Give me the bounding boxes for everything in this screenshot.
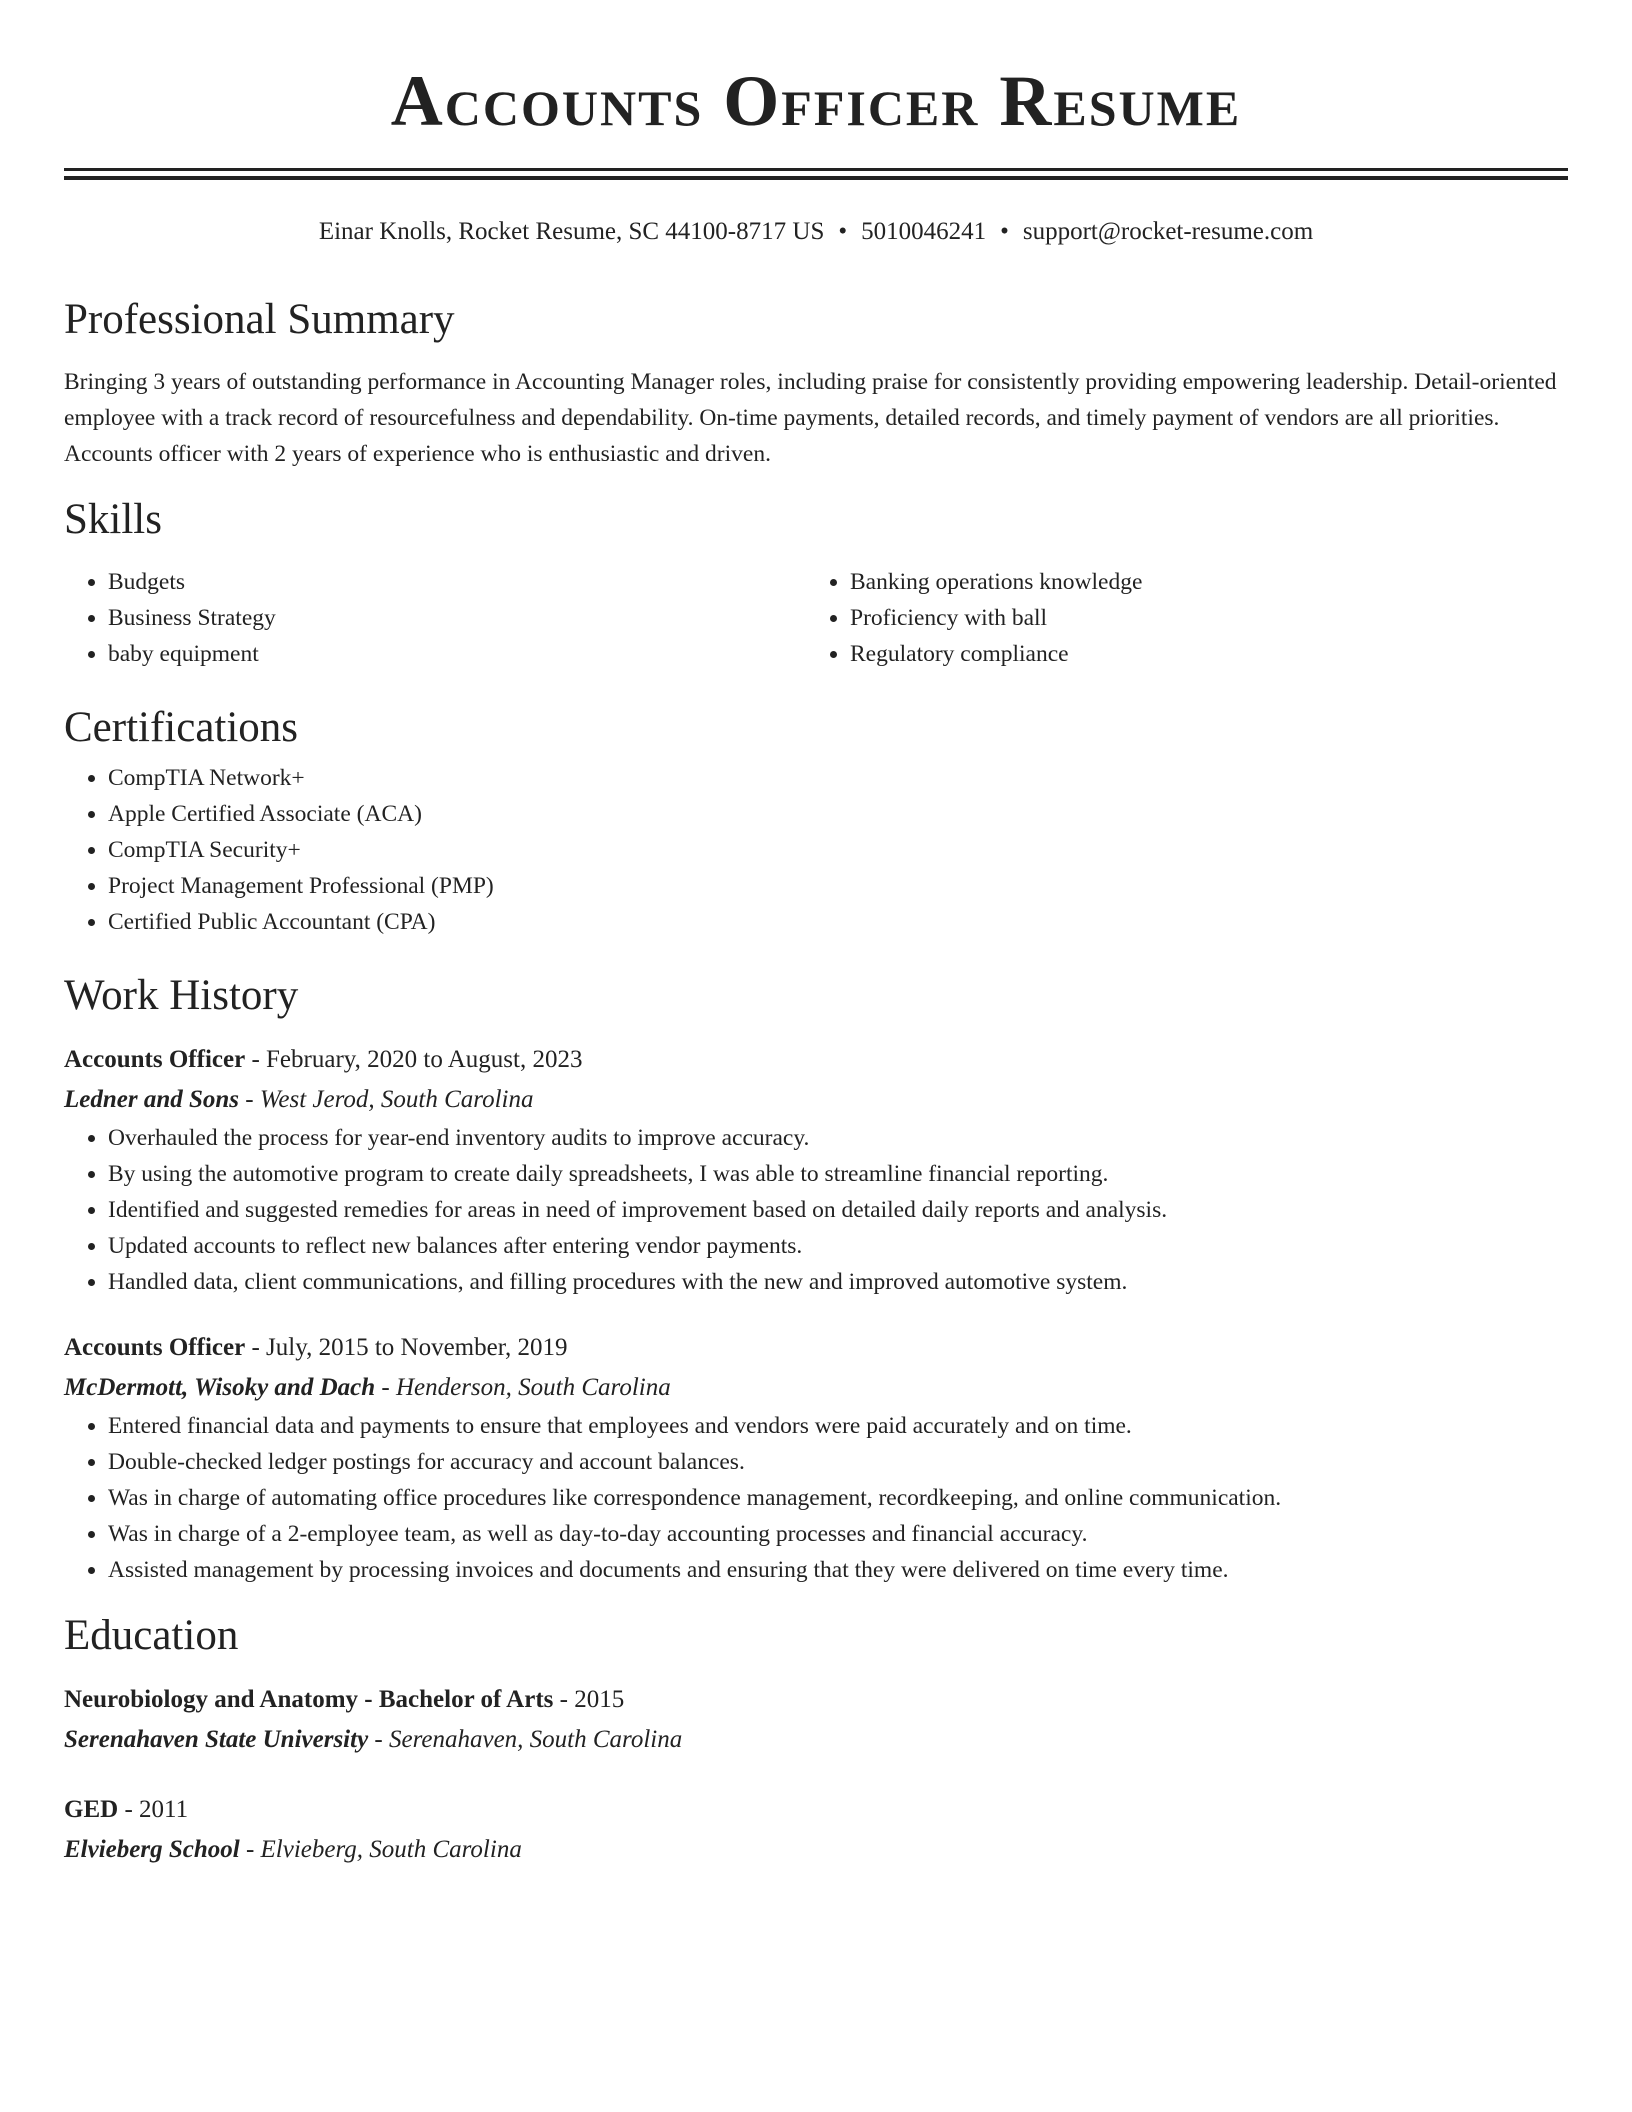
education-school: Elvieberg School xyxy=(64,1836,240,1863)
job-location: - Henderson, South Carolina xyxy=(375,1374,671,1401)
summary-section xyxy=(64,288,1568,472)
contact-line xyxy=(64,212,1568,252)
certifications-heading: Certifications xyxy=(64,704,299,751)
title-rule-top xyxy=(64,168,1568,171)
skill-item: • Banking operations knowledge xyxy=(850,564,1548,600)
contact-phone: 5010046241 xyxy=(861,218,987,245)
skill-item: • Business Strategy xyxy=(108,600,806,636)
skills-heading: Skills xyxy=(64,496,162,543)
job-company: Ledner and Sons xyxy=(64,1086,240,1113)
contact-address: Einar Knolls, Rocket Resume, SC 44100-8717 US xyxy=(318,218,825,245)
certifications-list xyxy=(64,760,1568,940)
job-duties-list xyxy=(64,1408,1568,1588)
education-school-line xyxy=(64,1830,1568,1870)
page-title: Accounts Officer Resume xyxy=(390,61,1242,141)
education-degree: Neurobiology and Anatomy - Bachelor of Arts xyxy=(64,1686,554,1713)
skill-item: • Budgets xyxy=(108,564,806,600)
job-duty-item: • Identified and suggested remedies for areas in need of improvement based on detailed daily reports and analysis. xyxy=(108,1192,1568,1228)
education-entry xyxy=(64,1790,1568,1870)
job-duty-item: • Double-checked ledger postings for accuracy and account balances. xyxy=(108,1444,1568,1480)
contact-separator: • xyxy=(838,218,848,245)
job-duties-list xyxy=(64,1120,1568,1300)
job-role: Accounts Officer xyxy=(64,1046,246,1073)
work-history-heading: Work History xyxy=(64,972,299,1019)
summary-heading: Professional Summary xyxy=(64,296,455,343)
certification-item: • Project Management Professional (PMP) xyxy=(108,868,1568,904)
job-title-line xyxy=(64,1328,1568,1368)
skills-list-left xyxy=(64,564,806,672)
education-year: - 2015 xyxy=(553,1686,625,1713)
skills-list-right xyxy=(806,564,1548,672)
certification-item: • CompTIA Security+ xyxy=(108,832,1568,868)
work-history-section xyxy=(64,964,1568,1588)
skill-item: • Proficiency with ball xyxy=(850,600,1548,636)
job-duty-item: • Assisted management by processing invoices and documents and ensuring that they were delivered on time every time. xyxy=(108,1552,1568,1588)
title-block xyxy=(64,56,1568,146)
job-duty-item: • Handled data, client communications, and filling procedures with the new and improved automotive system. xyxy=(108,1264,1568,1300)
job-duty-item: • By using the automotive program to create daily spreadsheets, I was able to streamline financial reporting. xyxy=(108,1156,1568,1192)
certifications-section xyxy=(64,696,1568,940)
contact-separator: • xyxy=(1000,218,1009,245)
job-role: Accounts Officer xyxy=(64,1334,246,1361)
job-company-line xyxy=(64,1080,1568,1120)
job-duty-item: • Updated accounts to reflect new balances after entering vendor payments. xyxy=(108,1228,1568,1264)
skills-section xyxy=(64,488,1568,672)
education-degree: GED xyxy=(64,1796,119,1823)
certification-item: • CompTIA Network+ xyxy=(108,760,1568,796)
education-year: - 2011 xyxy=(118,1796,189,1823)
job-entry xyxy=(64,1040,1568,1300)
education-school-line xyxy=(64,1720,1568,1760)
education-location: - Elvieberg, South Carolina xyxy=(239,1836,522,1863)
skill-item: • Regulatory compliance xyxy=(850,636,1548,672)
education-heading: Education xyxy=(64,1612,239,1659)
title-rule-bottom xyxy=(64,176,1568,180)
skills-grid xyxy=(64,564,1568,672)
resume-content xyxy=(64,288,1568,1870)
job-duty-item: • Was in charge of a 2-employee team, as well as day-to-day accounting processes and financial accuracy. xyxy=(108,1516,1568,1552)
job-entry xyxy=(64,1328,1568,1588)
job-dates: - February, 2020 to August, 2023 xyxy=(245,1046,583,1073)
job-dates: - July, 2015 to November, 2019 xyxy=(245,1334,568,1361)
job-location: - West Jerod, South Carolina xyxy=(239,1086,534,1113)
education-degree-line xyxy=(64,1790,1568,1830)
skills-column-right xyxy=(806,564,1548,672)
certification-item: • Apple Certified Associate (ACA) xyxy=(108,796,1568,832)
job-duty-item: • Was in charge of automating office procedures like correspondence management, recordkeeping, and online communication. xyxy=(108,1480,1568,1516)
job-title-line xyxy=(64,1040,1568,1080)
job-duty-item: • Overhauled the process for year-end inventory audits to improve accuracy. xyxy=(108,1120,1568,1156)
contact-email: support@rocket-resume.com xyxy=(1022,218,1314,245)
skill-item: • baby equipment xyxy=(108,636,806,672)
certification-item: • Certified Public Accountant (CPA) xyxy=(108,904,1568,940)
job-duty-item: • Entered financial data and payments to ensure that employees and vendors were paid accurately and on time. xyxy=(108,1408,1568,1444)
job-company: McDermott, Wisoky and Dach xyxy=(64,1374,376,1401)
skills-column-left xyxy=(64,564,806,672)
summary-text: Bringing 3 years of outstanding performance in Accounting Manager roles, including praise for consistently providing empowering leadership. Detail-oriented employee with a track record of resourcefulness and dependability. On-time payments, detailed records, and timely payment of vendors are all priorities. Accounts officer with 2 years of experience who is enthusiastic and driven. xyxy=(64,369,1557,467)
education-school: Serenahaven State University xyxy=(64,1726,369,1753)
education-location: - Serenahaven, South Carolina xyxy=(368,1726,683,1753)
education-section xyxy=(64,1604,1568,1870)
job-company-line xyxy=(64,1368,1568,1408)
education-entry xyxy=(64,1680,1568,1760)
education-degree-line xyxy=(64,1680,1568,1720)
